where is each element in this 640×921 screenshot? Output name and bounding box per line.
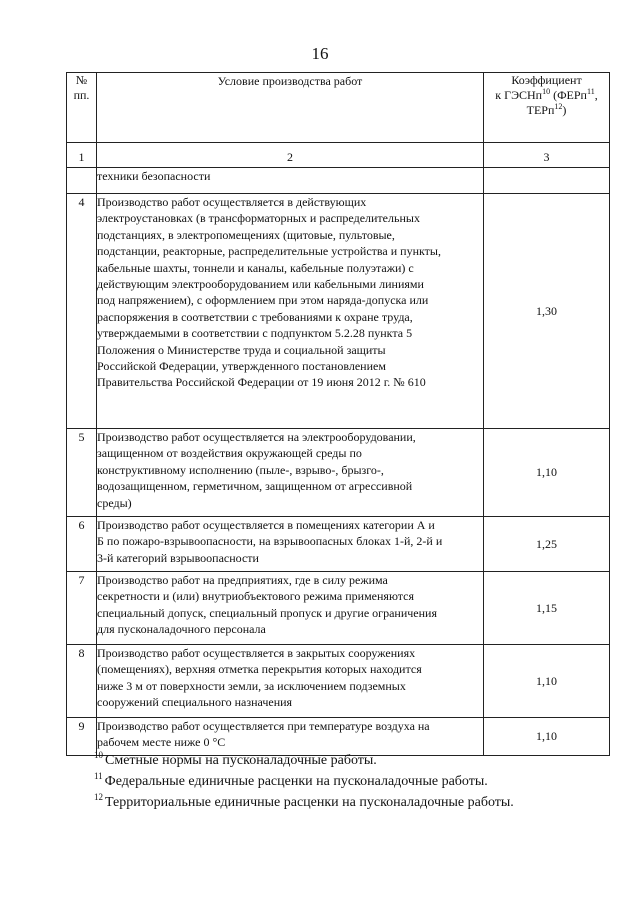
header-coef-close: ) <box>562 103 567 117</box>
row-number: 7 <box>67 572 97 645</box>
header-coef-gesnp: к ГЭСНп <box>495 88 543 102</box>
table-row <box>67 517 610 572</box>
condition-line: Производство работ осуществляется на электрооборудовании, <box>97 430 416 444</box>
coefficient-table <box>66 72 610 756</box>
row-coefficient: 1,30 <box>484 194 610 429</box>
footnote-text: Территориальные единичные расценки на пусконаладочные работы. <box>105 795 514 810</box>
continuation-num-cell <box>67 168 97 194</box>
condition-line: секретности и (или) внутриобъектового режима применяются <box>97 589 414 604</box>
header-coef-line1: Коэффициент <box>511 73 582 87</box>
condition-line: Российской Федерации, утвержденного постановлением <box>97 359 386 374</box>
footnote <box>94 771 614 792</box>
condition-line: ниже 3 м от поверхности земли, за исключением подземных <box>97 678 406 693</box>
row-number: 5 <box>67 429 97 517</box>
page-number: 16 <box>311 44 329 63</box>
row-condition <box>97 645 484 718</box>
condition-line: Б по пожаро-взрывоопасности, на взрывоопасных блоках 1-й, 2-й и <box>97 534 443 549</box>
condition-line: Производство работ осуществляется в закрытых сооружениях <box>97 646 416 660</box>
condition-line: среды) <box>97 495 132 510</box>
condition-line: Положения о Министерстве труда и социальной защиты <box>97 342 386 357</box>
continuation-text-cell <box>97 168 484 194</box>
row-condition <box>97 429 484 517</box>
footnote-mark: 12 <box>94 792 103 803</box>
condition-line: рабочем месте ниже 0 °С <box>97 735 226 750</box>
condition-line: Правительства Российской Федерации от 19 июня 2012 г. № 610 <box>97 375 426 390</box>
condition-line: под напряжением), с оформлением при этом наряда-допуска или <box>97 293 429 308</box>
footnote <box>94 750 614 771</box>
footnote-mark: 11 <box>94 771 103 782</box>
row-coefficient: 1,25 <box>484 517 610 572</box>
condition-line: электроустановках (в трансформаторных и распределительных <box>97 211 420 226</box>
header-number <box>67 73 97 143</box>
row-condition <box>97 517 484 572</box>
row-number: 6 <box>67 517 97 572</box>
row-coefficient: 1,10 <box>484 429 610 517</box>
condition-line: Производство работ осуществляется при температуре воздуха на <box>97 719 430 733</box>
condition-line: утверждаемыми в соответствии с подпунктом 5.2.28 пункта 5 <box>97 326 413 341</box>
row-condition <box>97 572 484 645</box>
condition-line: Производство работ осуществляется в помещениях категории А и <box>97 518 435 532</box>
column-index-cell: 2 <box>97 143 484 168</box>
condition-line: сооружений специального назначения <box>97 695 293 710</box>
condition-line: подстанциях, в электропомещениях (щитовые, пультовые, <box>97 227 395 242</box>
table-row <box>67 572 610 645</box>
continuation-row <box>67 168 610 194</box>
condition-line: для пусконаладочного персонала <box>97 622 266 637</box>
table-row <box>67 194 610 429</box>
footnote-text: Сметные нормы на пусконаладочные работы. <box>105 753 377 768</box>
footnote-text: Федеральные единичные расценки на пусконаладочные работы. <box>104 774 488 789</box>
row-number: 9 <box>67 718 97 756</box>
header-condition <box>97 73 484 143</box>
row-number: 4 <box>67 194 97 429</box>
header-coef-sup-11: 11 <box>586 87 595 96</box>
header-condition-label: Условие производства работ <box>217 74 363 88</box>
condition-line: защищенном от воздействия окружающей среды по <box>97 446 362 461</box>
column-index-row <box>67 143 610 168</box>
condition-line: Производство работ осуществляется в действующих <box>97 195 367 209</box>
header-coef-comma: , <box>594 88 598 102</box>
condition-line: Производство работ на предприятиях, где в силу режима <box>97 573 388 587</box>
condition-line: (помещениях), верхняя отметка перекрытия которых находится <box>97 662 422 677</box>
column-index-cell: 1 <box>67 143 97 168</box>
condition-line: действующим электрооборудованием или кабельными линиями <box>97 277 424 292</box>
header-coefficient <box>484 73 610 143</box>
footnotes <box>94 750 614 813</box>
footnote <box>94 792 614 813</box>
row-coefficient: 1,10 <box>484 718 610 756</box>
row-condition <box>97 194 484 429</box>
footnote-mark: 10 <box>94 750 103 761</box>
header-number-line1: № <box>75 73 88 87</box>
condition-line: распоряжения в соответствии с требованиями к охране труда, <box>97 309 413 324</box>
row-coefficient: 1,15 <box>484 572 610 645</box>
table-row <box>67 645 610 718</box>
condition-line: конструктивному исполнению (пыле-, взрыво-, брызго-, <box>97 462 384 477</box>
continuation-text: техники безопасности <box>97 169 211 183</box>
header-coef-sup-12: 12 <box>554 102 563 111</box>
column-index-cell: 3 <box>484 143 610 168</box>
condition-line: кабельные шахты, тоннели и каналы, кабельные полуэтажи) с <box>97 260 414 275</box>
row-number: 8 <box>67 645 97 718</box>
continuation-coef-cell <box>484 168 610 194</box>
condition-line: водозащищенном, герметичном, защищенном от агрессивной <box>97 479 413 494</box>
condition-line: 3-й категорий взрывоопасности <box>97 550 259 565</box>
table-header-row <box>67 73 610 143</box>
condition-line: подстанции, реакторные, распределительные устройства и пункты, <box>97 244 441 259</box>
row-coefficient: 1,10 <box>484 645 610 718</box>
table-row <box>67 429 610 517</box>
header-coef-sup-10: 10 <box>542 87 551 96</box>
header-coef-ferp: (ФЕРп <box>550 88 587 102</box>
header-number-line2: пп. <box>73 88 90 102</box>
header-coef-terp: ТЕРп <box>526 103 555 117</box>
condition-line: специальный допуск, специальный пропуск и другие ограничения <box>97 605 437 620</box>
